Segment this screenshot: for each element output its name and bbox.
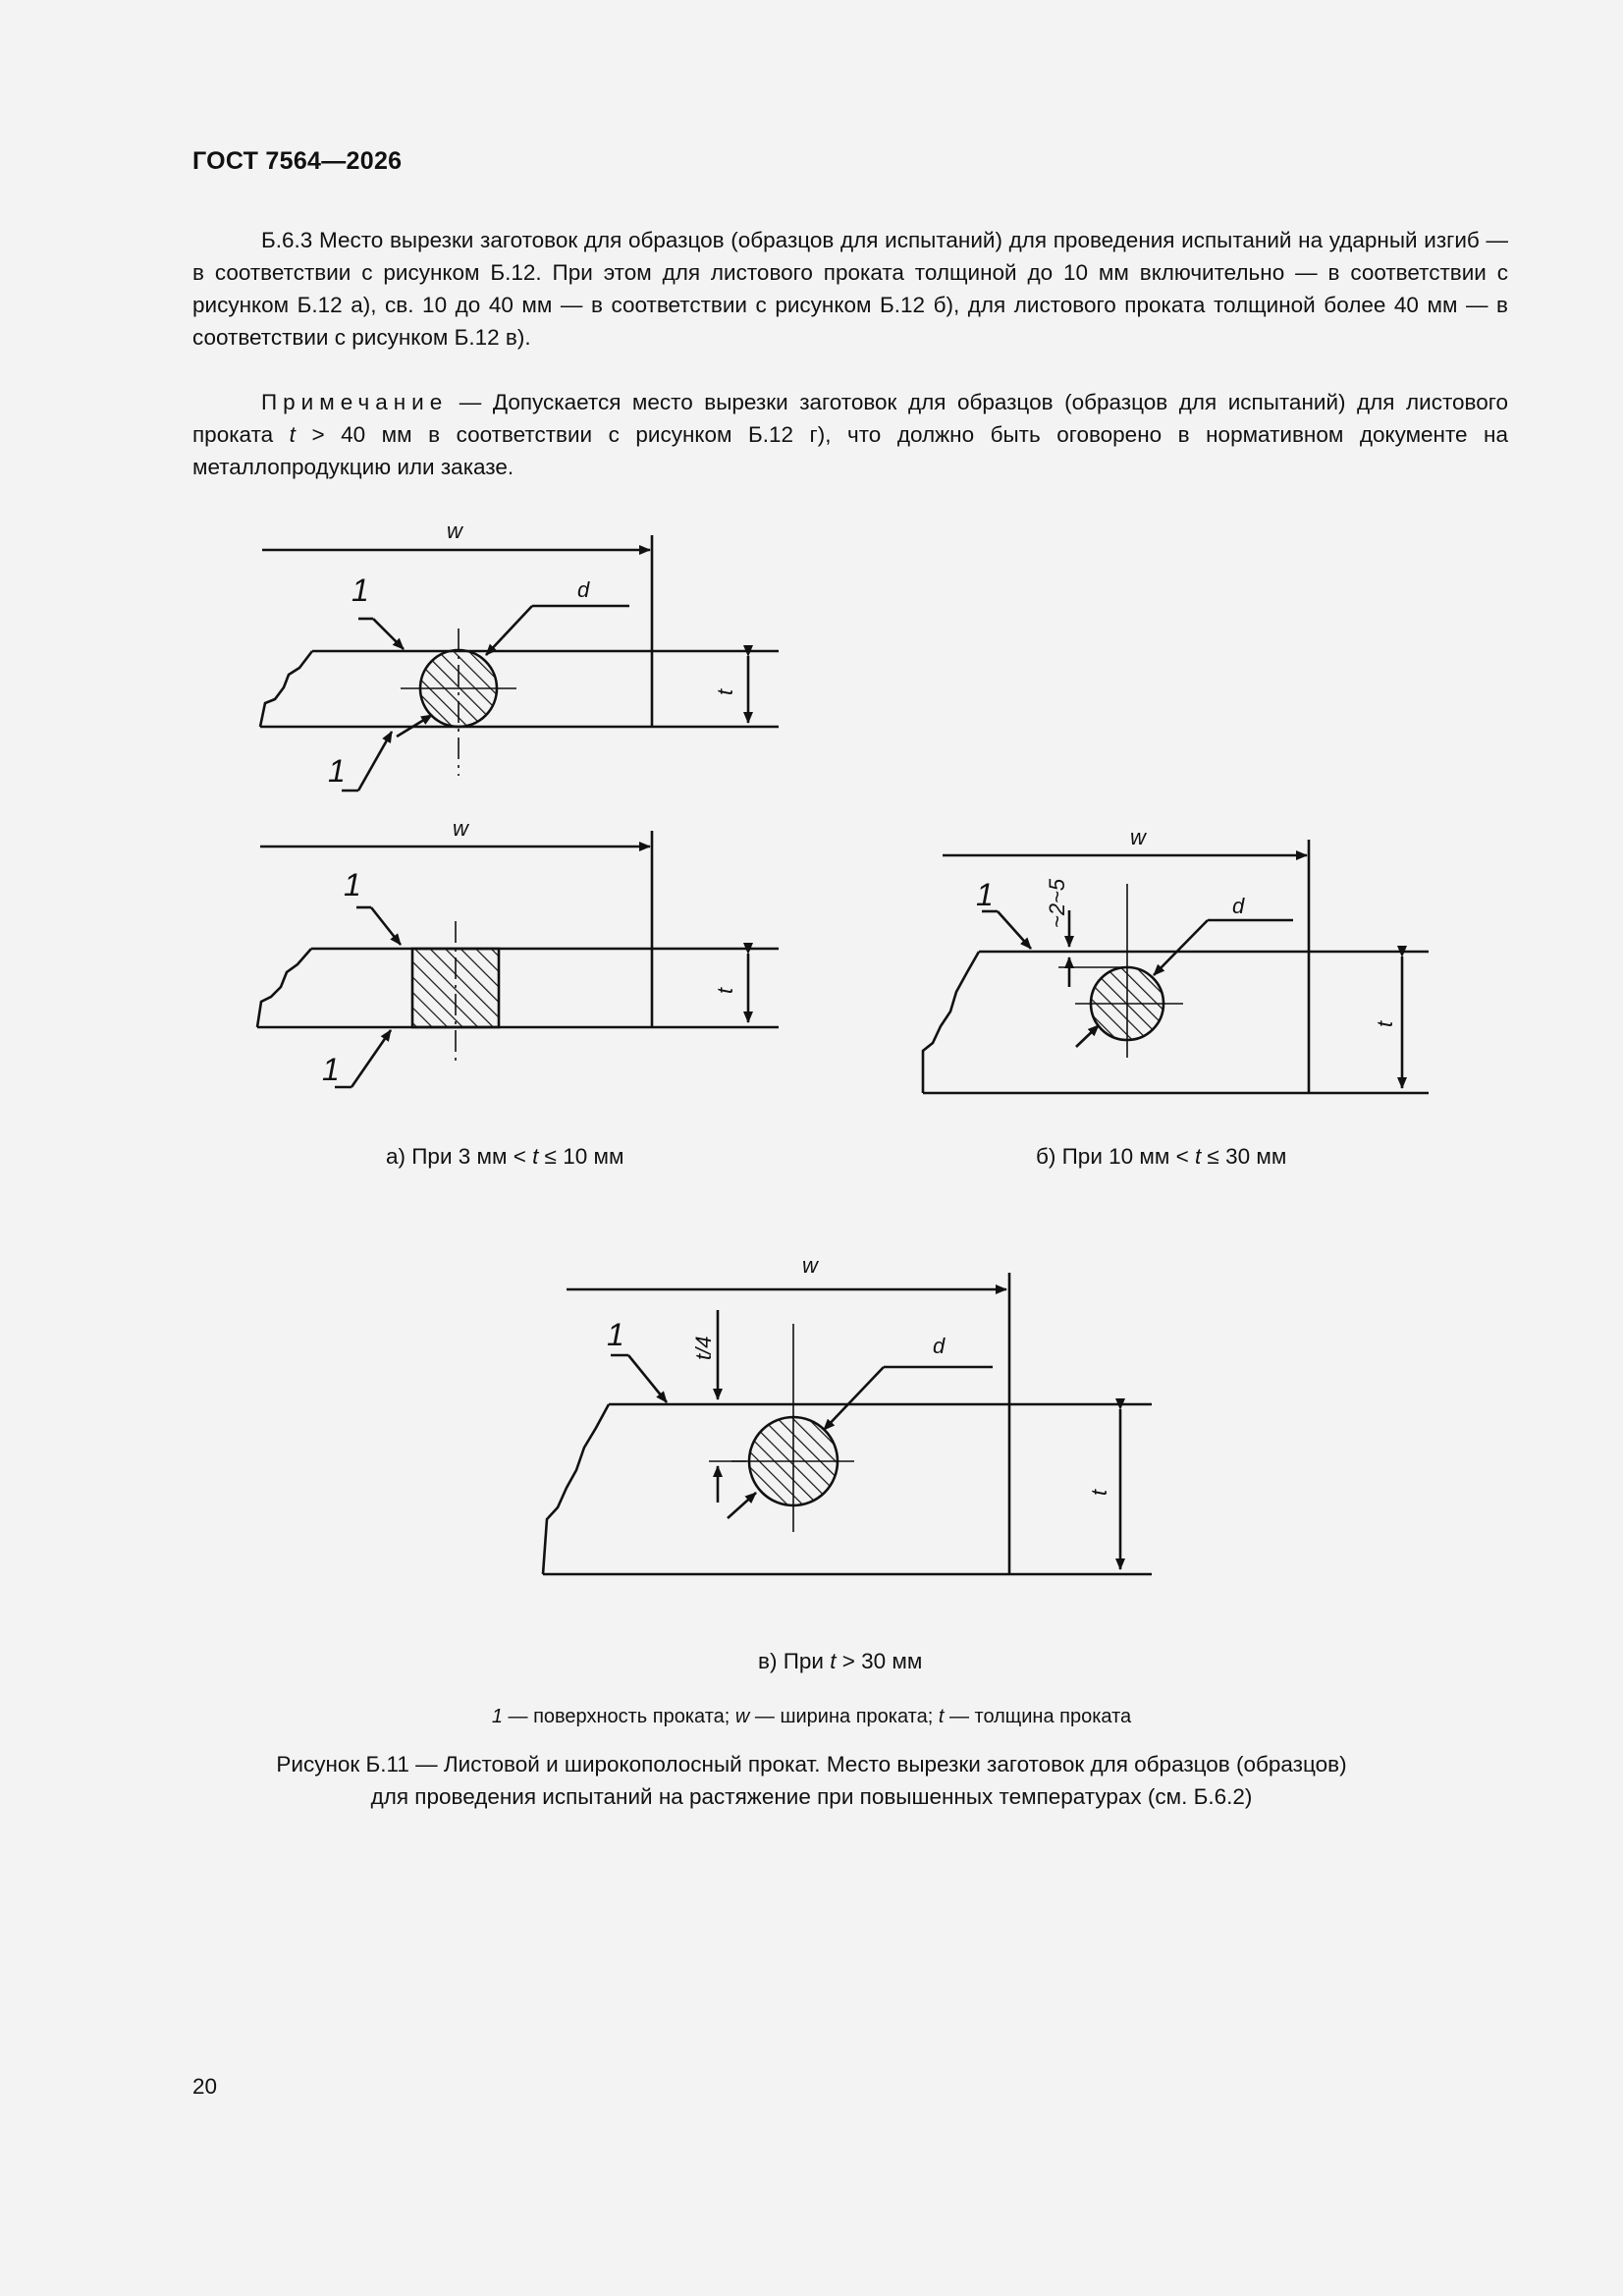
figure-legend: 1 — поверхность проката; w — ширина проката; t — толщина проката [491,1706,1132,1727]
note-text-1: — Допускается место вырезки заготовок для образцов (образцов для испытаний) для листового проката [192,390,1508,447]
label-w-b: w [1130,825,1146,849]
label-1-b: 1 [976,877,994,912]
diagram-c [543,1273,1152,1574]
page-number: 20 [192,2074,218,2099]
diagram-a-round-sample [260,535,779,791]
label-t-a2: t [713,987,737,994]
label-w-c: w [802,1253,818,1278]
figure-title-line-1: Рисунок Б.11 — Листовой и широкополосный прокат. Место вырезки заготовок для образцов (образцов) [276,1752,1347,1777]
diagram-b [923,840,1429,1093]
label-1-a1-top: 1 [352,573,369,608]
paragraph-b-6-3: Б.6.3 Место вырезки заготовок для образцов (образцов для испытаний) для проведения испытаний на ударный изгиб — в соответствии с рисунком Б.12. При этом для листового проката толщиной до 10 мм включительно — в соответствии с рисунком Б.12 а), св. 10 до 40 мм — в соответствии с рисунком Б.12 б), для листового проката толщиной более 40 мм — в соответствии с рисунком Б.12 в). [192,228,1508,350]
figure-title [0,1748,1623,1813]
note-label: Примечание [261,390,449,414]
label-d-a1: d [577,577,590,602]
note-text-2: > 40 мм в соответствии с рисунком Б.12 г), что должно быть оговорено в нормативном документе на металлопродукцию или заказе. [192,422,1508,479]
caption-b: б) При 10 мм < t ≤ 30 мм [1036,1144,1287,1169]
label-t-c: t [1087,1489,1111,1496]
label-t-a1: t [713,688,737,695]
label-w-a2: w [453,816,468,841]
diagram-a-square-sample [257,831,779,1087]
caption-c: в) При t > 30 мм [758,1649,923,1673]
label-d-b: d [1232,894,1245,918]
label-1-a2-top: 1 [344,867,361,902]
label-w-a1: w [447,519,462,543]
label-2-5-b: ~2~5 [1045,878,1069,928]
figure-title-line-2: для проведения испытаний на растяжение при повышенных температурах (см. Б.6.2) [370,1784,1253,1809]
label-1-c: 1 [607,1317,624,1352]
label-d-c: d [933,1334,946,1358]
label-1-a1-bottom: 1 [328,753,346,789]
label-1-a2-bottom: 1 [322,1052,340,1087]
label-t4-c: t/4 [691,1336,716,1360]
caption-a: а) При 3 мм < t ≤ 10 мм [386,1144,624,1169]
label-t-b: t [1373,1020,1397,1027]
note-t-symbol: t [289,422,296,447]
document-header-title: ГОСТ 7564—2026 [192,147,403,175]
